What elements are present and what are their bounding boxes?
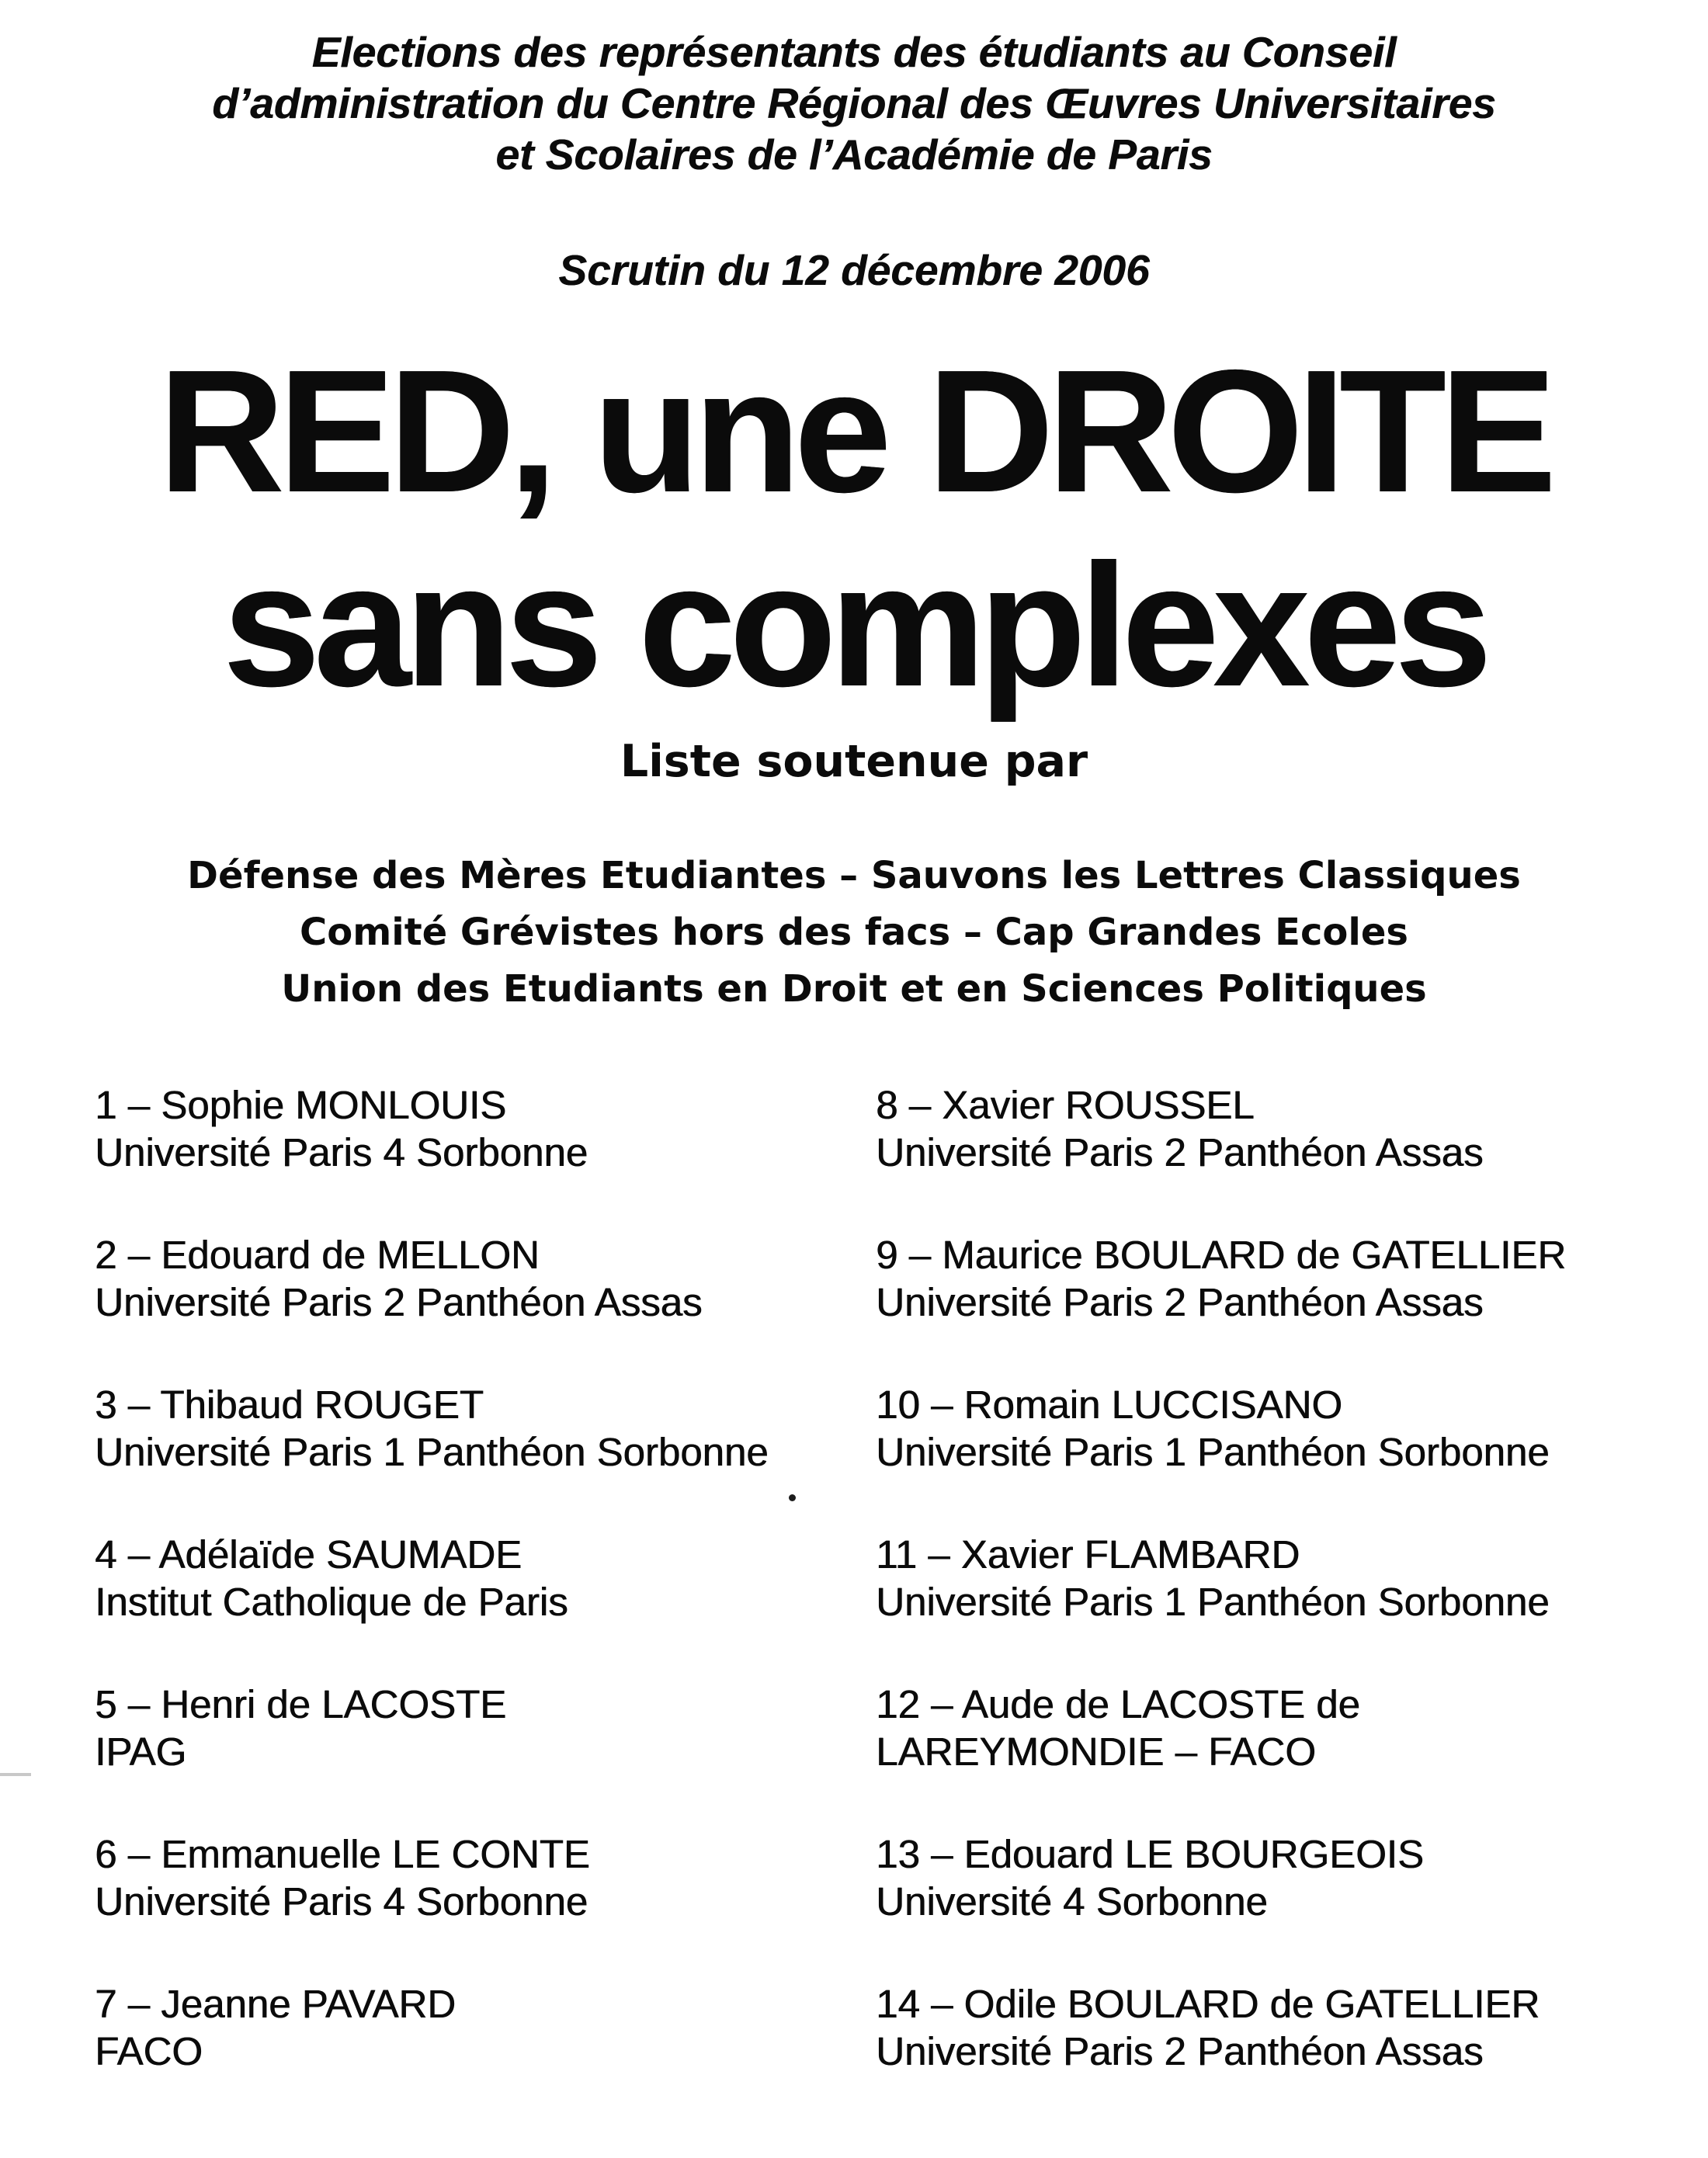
candidate-entry-5 xyxy=(95,1681,871,1775)
header-line-1: Elections des représentants des étudiants au Conseil xyxy=(311,28,1397,76)
candidate-name-line: 3 – Thibaud ROUGET xyxy=(95,1383,484,1427)
candidate-name-line: 9 – Maurice BOULARD de GATELLIER xyxy=(876,1233,1567,1277)
scan-edge-artifact xyxy=(0,1773,31,1776)
candidate-entry-11 xyxy=(876,1531,1699,1625)
supported-by-heading: Liste soutenue par xyxy=(620,736,1088,787)
candidate-name-line: 14 – Odile BOULARD de GATELLIER xyxy=(876,1982,1540,2026)
supporter-line-1: Défense des Mères Etudiantes – Sauvons les Lettres Classiques xyxy=(187,854,1521,897)
candidate-institution-line: Université Paris 1 Panthéon Sorbonne xyxy=(876,1580,1550,1624)
candidate-entry-2 xyxy=(95,1231,871,1326)
candidates-column-left xyxy=(95,1081,871,2130)
supporter-line-3: Union des Etudiants en Droit et en Sciences Politiques xyxy=(281,967,1427,1011)
candidate-institution-line: LAREYMONDIE – FACO xyxy=(876,1730,1316,1774)
supporter-line-2: Comité Grévistes hors des facs – Cap Grandes Ecoles xyxy=(300,911,1408,954)
candidate-entry-1 xyxy=(95,1081,871,1176)
candidate-name-line: 12 – Aude de LACOSTE de xyxy=(876,1682,1360,1726)
candidate-institution-line: IPAG xyxy=(95,1730,187,1774)
candidate-institution-line: Université Paris 1 Panthéon Sorbonne xyxy=(876,1430,1550,1474)
scan-dot-artifact xyxy=(789,1494,796,1501)
candidate-institution-line: Université Paris 2 Panthéon Assas xyxy=(876,1130,1484,1174)
document-header xyxy=(0,26,1708,180)
candidate-entry-12 xyxy=(876,1681,1699,1775)
candidate-name-line: 1 – Sophie MONLOUIS xyxy=(95,1083,507,1127)
candidate-institution-line: Université Paris 2 Panthéon Assas xyxy=(876,2029,1484,2073)
candidate-entry-9 xyxy=(876,1231,1699,1326)
list-title-line-2: sans complexes xyxy=(222,527,1486,723)
supporting-organizations xyxy=(0,848,1708,1018)
candidate-name-line: 4 – Adélaïde SAUMADE xyxy=(95,1532,522,1577)
candidate-name-line: 10 – Romain LUCCISANO xyxy=(876,1383,1342,1427)
candidate-institution-line: Université 4 Sorbonne xyxy=(876,1879,1268,1924)
candidate-name-line: 5 – Henri de LACOSTE xyxy=(95,1682,507,1726)
candidate-name-line: 13 – Edouard LE BOURGEOIS xyxy=(876,1832,1424,1876)
candidate-entry-8 xyxy=(876,1081,1699,1176)
candidate-entry-6 xyxy=(95,1830,871,1925)
list-title xyxy=(0,334,1708,722)
candidate-name-line: 2 – Edouard de MELLON xyxy=(95,1233,540,1277)
candidate-entry-7 xyxy=(95,1980,871,2075)
candidate-name-line: 6 – Emmanuelle LE CONTE xyxy=(95,1832,590,1876)
candidate-entry-10 xyxy=(876,1381,1699,1476)
election-date: Scrutin du 12 décembre 2006 xyxy=(558,246,1150,294)
candidate-name-line: 8 – Xavier ROUSSEL xyxy=(876,1083,1255,1127)
candidate-institution-line: Université Paris 4 Sorbonne xyxy=(95,1130,588,1174)
header-line-2: d’administration du Centre Régional des Œuvres Universitaires xyxy=(212,79,1496,127)
header-line-3: et Scolaires de l’Académie de Paris xyxy=(495,130,1213,179)
candidate-institution-line: Université Paris 4 Sorbonne xyxy=(95,1879,588,1924)
candidate-entry-14 xyxy=(876,1980,1699,2075)
candidate-institution-line: Université Paris 2 Panthéon Assas xyxy=(876,1280,1484,1324)
candidate-institution-line: Université Paris 1 Panthéon Sorbonne xyxy=(95,1430,769,1474)
candidate-institution-line: Université Paris 2 Panthéon Assas xyxy=(95,1280,703,1324)
candidate-entry-13 xyxy=(876,1830,1699,1925)
candidates-column-right xyxy=(876,1081,1699,2130)
candidate-institution-line: Institut Catholique de Paris xyxy=(95,1580,568,1624)
candidate-name-line: 11 – Xavier FLAMBARD xyxy=(876,1532,1300,1577)
candidate-name-line: 7 – Jeanne PAVARD xyxy=(95,1982,456,2026)
candidate-entry-3 xyxy=(95,1381,871,1476)
candidate-institution-line: FACO xyxy=(95,2029,203,2073)
candidate-entry-4 xyxy=(95,1531,871,1625)
list-title-line-1: RED, une DROITE xyxy=(158,333,1550,529)
